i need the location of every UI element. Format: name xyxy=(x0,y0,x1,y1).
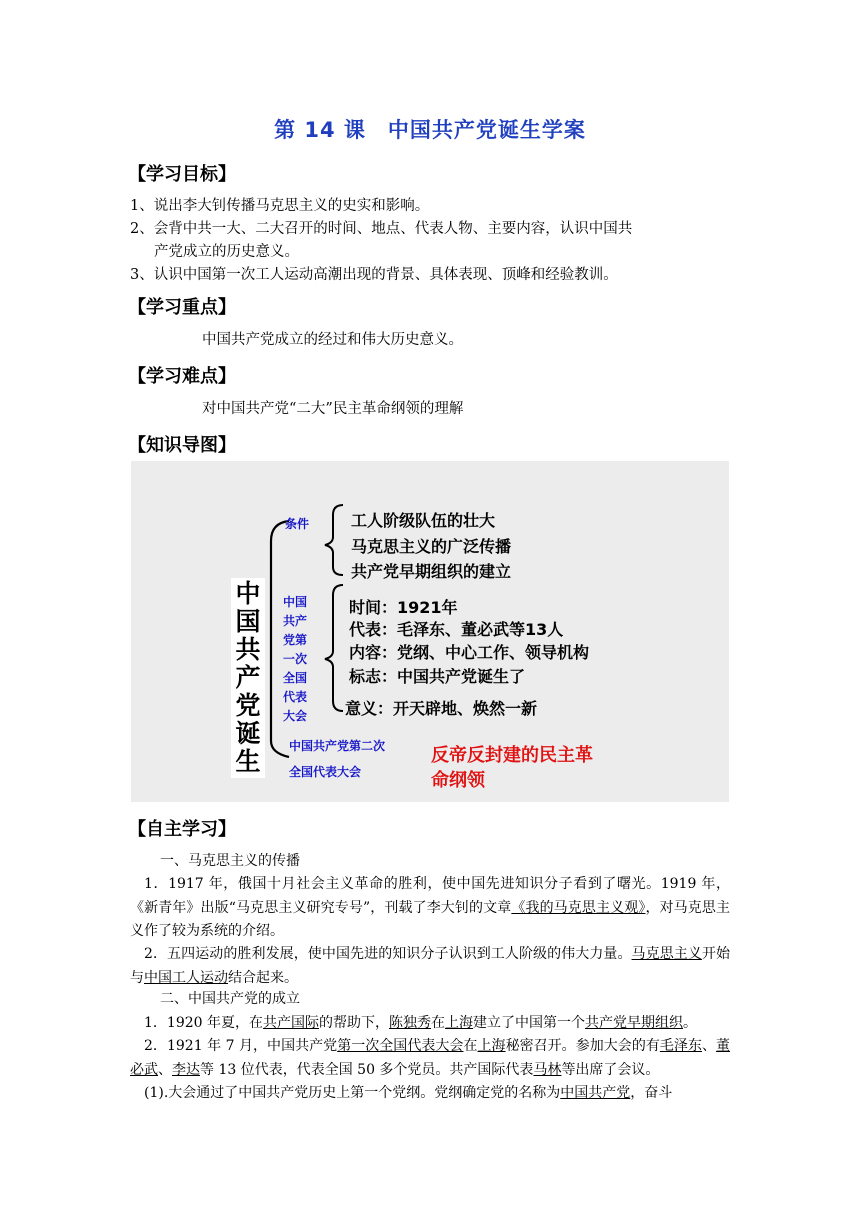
condition-item-3: 共产党早期组织的建立 xyxy=(351,562,512,581)
first-congress-content: 内容：党纲、中心工作、领导机构 xyxy=(349,643,590,662)
paragraph-5: (1).大会通过了中国共产党历史上第一个党纲。党纲确定党的名称为中国共产党，奋斗 xyxy=(144,1085,673,1101)
branch-label-conditions: 条件 xyxy=(285,517,310,531)
paragraph-1: 1．1917 年，俄国十月社会主义革命的胜利，使中国先进知识分子看到了曙光。1919 年，《新青年》出版“马克思主义研究专号”，刊载了李大钊的文章《我的马克思主义观》，对马克思主义作了较为系统的介绍。 xyxy=(130,876,730,939)
goal-item-2-continued: 产党成立的历史意义。 xyxy=(154,244,299,260)
first-congress-symbol: 标志：中国共产党诞生了 xyxy=(349,667,526,686)
section-heading-key-points: 【学习重点】 xyxy=(128,297,236,318)
condition-item-2: 马克思主义的广泛传播 xyxy=(351,537,512,556)
map-vertical-title: 中 国 共 产 党 诞 生 xyxy=(231,578,265,778)
first-congress-significance: 意义：开天辟地、焕然一新 xyxy=(345,699,538,718)
part2-heading: 二、中国共产党的成立 xyxy=(160,991,300,1007)
section-heading-mind-map: 【知识导图】 xyxy=(128,435,236,456)
part1-heading: 一、马克思主义的传播 xyxy=(160,853,300,869)
paragraph-2: 2．五四运动的胜利发展，使中国先进的知识分子认识到工人阶级的伟大力量。马克思主义开始与中国工人运动结合起来。 xyxy=(130,946,731,986)
paragraph-4: 2．1921 年 7 月，中国共产党第一次全国代表大会在上海秘密召开。参加大会的有毛泽东、董必武、李达等 13 位代表，代表全国 50 多个党员。共产国际代表马林等出席了会议。 xyxy=(130,1038,731,1078)
difficulty-text: 对中国共产党“二大”民主革命纲领的理解 xyxy=(202,401,464,417)
first-congress-time: 时间：1921年 xyxy=(349,598,458,617)
branch-label-second-congress: 中国共产党第二次 全国代表大会 xyxy=(289,739,386,779)
goal-item-2: 2、会背中共一大、二大召开的时间、地点、代表人物、主要内容，认识中国共 xyxy=(130,221,633,237)
second-congress-program: 反帝反封建的民主革 命纲领 xyxy=(431,745,593,791)
paragraph-3: 1．1920 年夏，在共产国际的帮助下，陈独秀在上海建立了中国第一个共产党早期组织。 xyxy=(144,1015,697,1031)
page-title: 第 14 课 中国共产党诞生学案 xyxy=(274,118,586,142)
condition-item-1: 工人阶级队伍的壮大 xyxy=(351,511,496,530)
branch-label-first-congress: 中国 共产 党第 一次 全国 代表 大会 xyxy=(283,595,308,723)
section-heading-difficulties: 【学习难点】 xyxy=(128,366,236,387)
first-congress-delegates: 代表：毛泽东、董必武等13人 xyxy=(349,620,564,639)
key-point-text: 中国共产党成立的经过和伟大历史意义。 xyxy=(202,332,463,348)
goal-item-3: 3、认识中国第一次工人运动高潮出现的背景、具体表现、顶峰和经验教训。 xyxy=(130,267,618,283)
goal-item-1: 1、说出李大钊传播马克思主义的史实和影响。 xyxy=(130,198,430,214)
knowledge-map xyxy=(131,461,729,802)
section-heading-self-study: 【自主学习】 xyxy=(128,819,236,840)
section-heading-goals: 【学习目标】 xyxy=(128,164,236,185)
